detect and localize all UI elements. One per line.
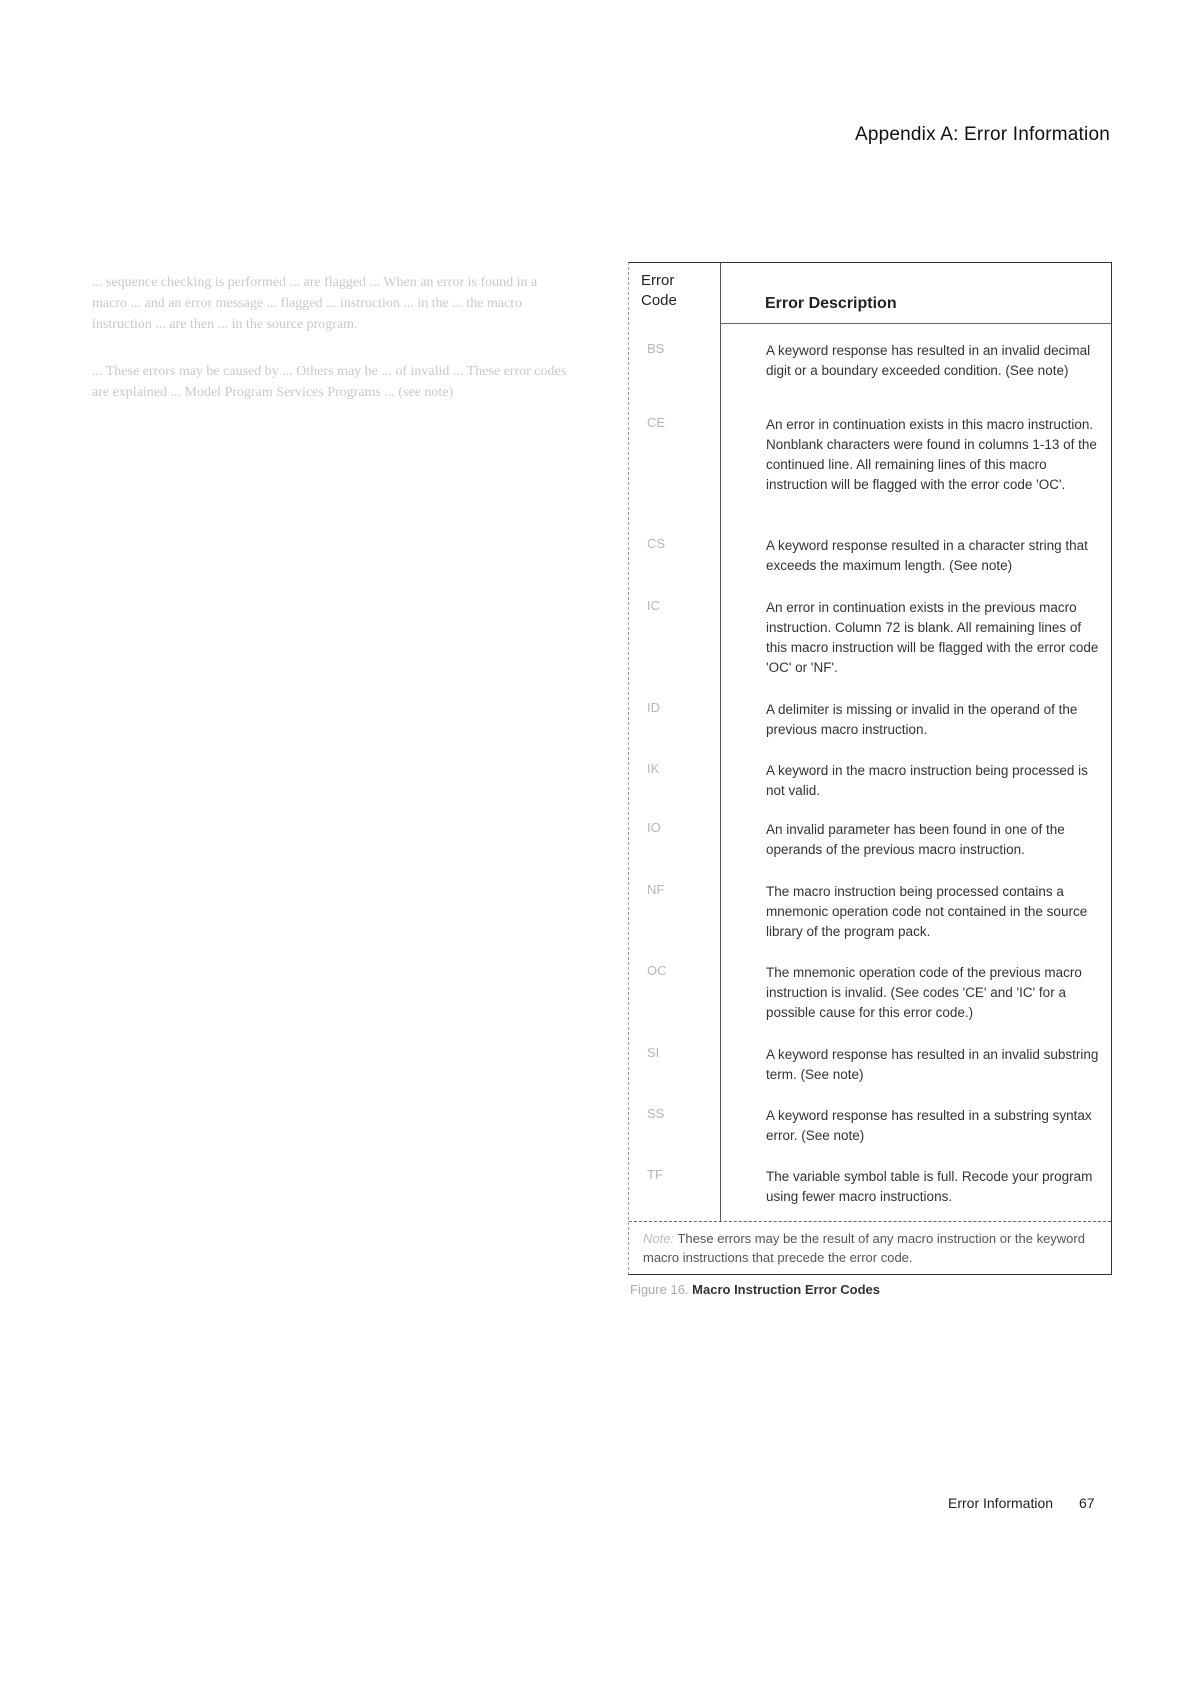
error-description: The variable symbol table is full. Recode your program using fewer macro instructions. bbox=[766, 1169, 1093, 1204]
error-description: An error in continuation exists in this macro instruction. Nonblank characters were found in columns 1-13 of the continued line. All remaining lines of this macro instruction will be flagged with the error code 'OC'. bbox=[766, 417, 1097, 492]
page-title: Appendix A: Error Information bbox=[854, 124, 1110, 145]
header-error-description: Error Description bbox=[765, 295, 897, 312]
error-description: A delimiter is missing or invalid in the operand of the previous macro instruction. bbox=[766, 702, 1078, 737]
error-code: NF bbox=[647, 882, 665, 897]
error-code: IO bbox=[647, 820, 661, 835]
error-description: An error in continuation exists in the previous macro instruction. Column 72 is blank. All remaining lines of this macro instruction will be flagged with the error code 'OC' or 'NF'. bbox=[766, 600, 1099, 675]
error-description: An invalid parameter has been found in one of the operands of the previous macro instruction. bbox=[766, 822, 1065, 857]
error-code: OC bbox=[647, 963, 667, 978]
footer-section: Error Information bbox=[948, 1495, 1054, 1511]
error-code: SI bbox=[647, 1045, 660, 1060]
error-description: A keyword in the macro instruction being processed is not valid. bbox=[766, 763, 1088, 798]
header-error-code: Error Code bbox=[641, 272, 677, 309]
error-description: A keyword response resulted in a character string that exceeds the maximum length. (See note) bbox=[766, 538, 1088, 573]
error-description: A keyword response has resulted in an invalid decimal digit or a boundary exceeded condition. (See note) bbox=[766, 343, 1091, 378]
error-code: CS bbox=[647, 536, 666, 551]
error-description: The mnemonic operation code of the previous macro instruction is invalid. (See codes 'CE' and 'IC' for a possible cause for this error code.) bbox=[766, 965, 1082, 1020]
error-code: BS bbox=[647, 341, 665, 356]
note-divider bbox=[629, 1221, 1111, 1222]
error-code: SS bbox=[647, 1106, 665, 1121]
figure-number: Figure 16. bbox=[630, 1282, 689, 1297]
error-code: ID bbox=[647, 700, 660, 715]
header-rule bbox=[720, 323, 1111, 324]
error-codes-table bbox=[628, 262, 1112, 1275]
body-text-faded bbox=[92, 272, 572, 429]
error-code: TF bbox=[647, 1167, 663, 1182]
column-divider bbox=[720, 263, 721, 1221]
error-description: The macro instruction being processed contains a mnemonic operation code not contained in the source library of the program pack. bbox=[766, 884, 1088, 939]
figure-caption bbox=[630, 1282, 880, 1297]
error-code: IK bbox=[647, 761, 660, 776]
note-label: Note: bbox=[643, 1231, 675, 1246]
paragraph: ... sequence checking is performed ... are flagged ... When an error is found in a macro ... and an error message ... flagged ... instruction ... in the ... the macro instruction ... are then ... in the source program. bbox=[92, 275, 538, 332]
paragraph: ... These errors may be caused by ... Others may be ... of invalid ... These error codes are explained ... Model Program Services Programs ... (see note) bbox=[92, 364, 567, 400]
note-text: These errors may be the result of any macro instruction or the keyword macro instructions that precede the error code. bbox=[643, 1231, 1085, 1265]
figure-title: Macro Instruction Error Codes bbox=[692, 1282, 880, 1297]
error-code: IC bbox=[647, 598, 660, 613]
table-note bbox=[643, 1229, 1105, 1267]
error-code: CE bbox=[647, 415, 666, 430]
page-number: 67 bbox=[1078, 1495, 1095, 1511]
error-description: A keyword response has resulted in an invalid substring term. (See note) bbox=[766, 1047, 1099, 1082]
error-description: A keyword response has resulted in a substring syntax error. (See note) bbox=[766, 1108, 1092, 1143]
page-footer bbox=[948, 1495, 1095, 1511]
